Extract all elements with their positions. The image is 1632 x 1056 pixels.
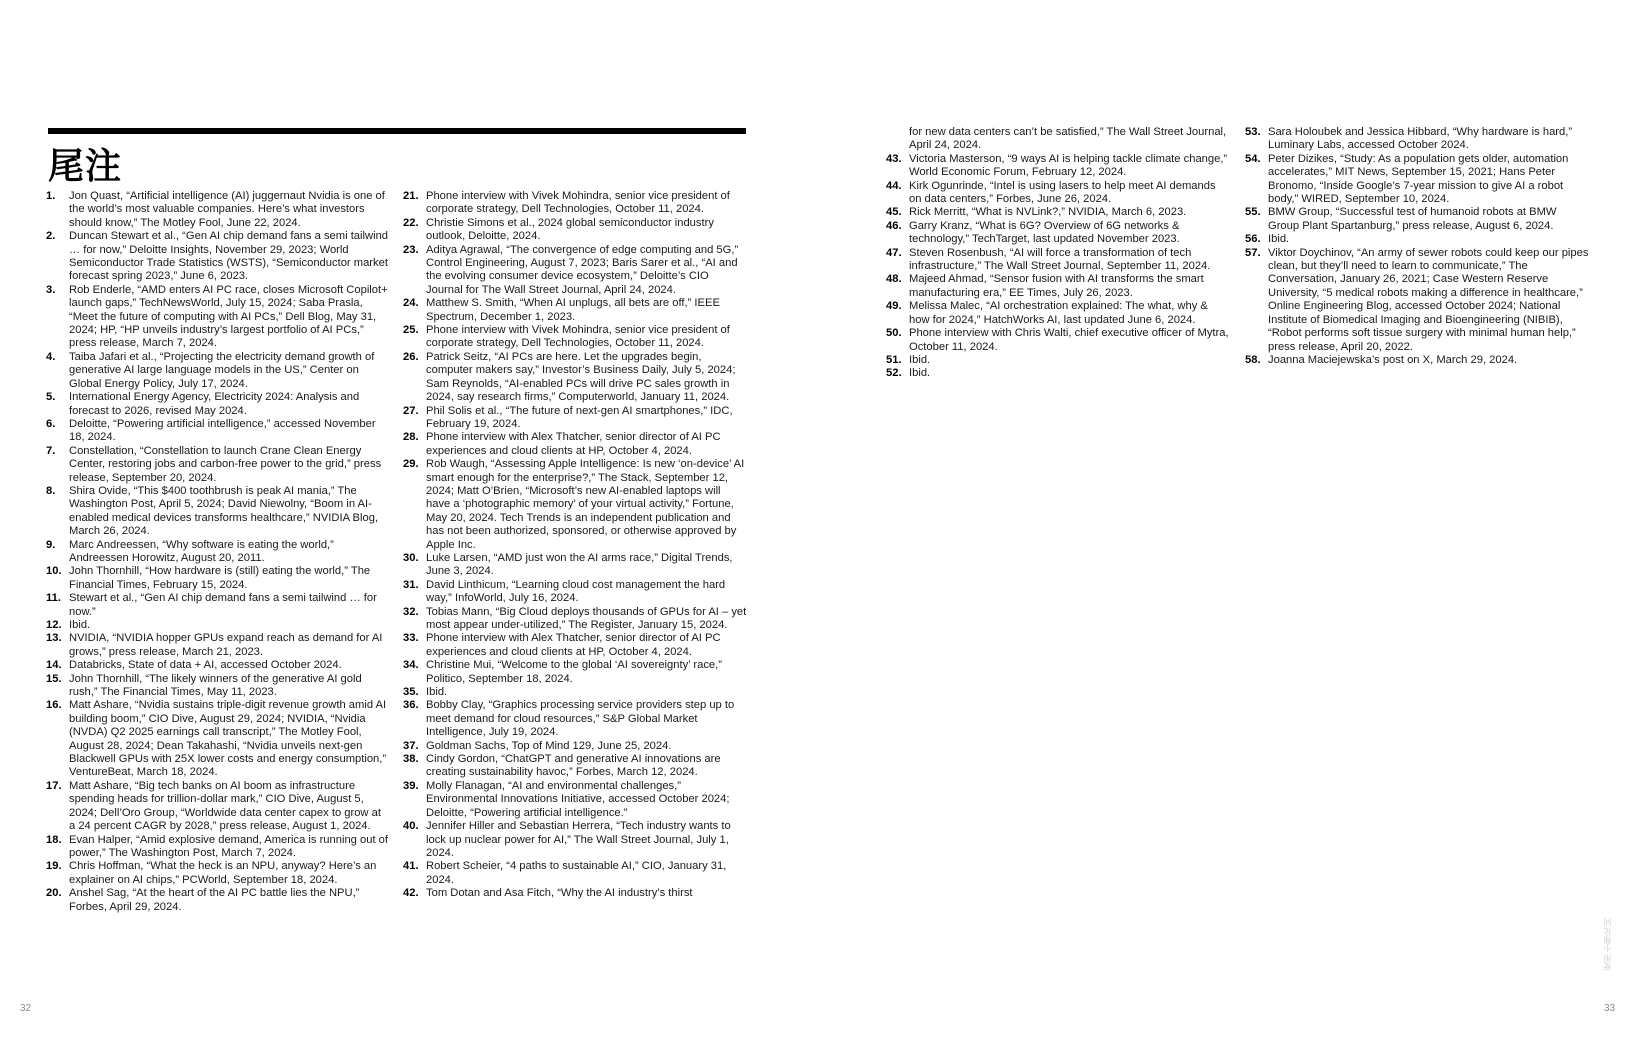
endnote-16 (46, 699, 388, 779)
endnote-text: Ibid. (69, 619, 91, 631)
watermark-text: 使用 小理论 同 (1603, 918, 1612, 971)
endnote-number: 48. (886, 273, 902, 286)
endnote-text: Aditya Agrawal, “The convergence of edge computing and 5G,” Control Engineering, August 7, 2023; Baris Sarer et al., “AI and the evolving consumer device ecosystem,” Deloitte’s CIO Journal for The Wall Street Journal, April 24, 2024. (426, 243, 739, 296)
endnote-number: 27. (403, 404, 419, 417)
endnote-number: 45. (886, 206, 902, 219)
endnote-number: 40. (403, 820, 419, 833)
endnote-number: 15. (46, 672, 62, 685)
endnote-text: Ibid. (909, 367, 931, 380)
endnote-25 (403, 324, 747, 351)
endnote-50 (886, 327, 1231, 354)
endnote-8 (46, 485, 388, 539)
endnote-number: 41. (403, 860, 419, 873)
endnote-number: 50. (886, 327, 902, 340)
endnote-text: Ibid. (426, 686, 448, 699)
endnote-number: 19. (46, 860, 62, 873)
endnote-text: Tobias Mann, “Big Cloud deploys thousands of GPUs for AI – yet most appear under-utilized,” The Register, January 15, 2024. (426, 605, 747, 631)
endnote-number: 25. (403, 324, 419, 337)
endnote-number: 2. (46, 230, 56, 243)
endnote-14 (46, 659, 388, 672)
endnote-49 (886, 300, 1231, 327)
endnote-number: 36. (403, 699, 419, 712)
endnote-number: 33. (403, 632, 419, 645)
endnote-42-continuation: for new data centers can’t be satisfied,” The Wall Street Journal, April 24, 2024. (909, 126, 1227, 152)
endnote-20 (46, 887, 388, 914)
endnote-text: Melissa Malec, “AI orchestration explained: The what, why & how for 2024,” HatchWorks AI, last updated June 6, 2024. (909, 300, 1208, 326)
endnote-text: Luke Larsen, “AMD just won the AI arms race,” Digital Trends, June 3, 2024. (426, 551, 733, 578)
endnote-text: John Thornhill, “How hardware is (still) eating the world,” The Financial Times, February 15, 2024. (69, 565, 371, 591)
endnote-number: 12. (46, 619, 62, 631)
endnote-text: International Energy Agency, Electricity 2024: Analysis and forecast to 2026, revised May 2024. (69, 391, 360, 417)
endnote-text: Jennifer Hiller and Sebastian Herrera, “Tech industry wants to lock up nuclear power for AI,” The Wall Street Journal, July 1, 2024. (426, 820, 731, 859)
endnote-text: Duncan Stewart et al., “Gen AI chip demand fans a semi tailwind … for now,” Deloitte Insights, November 29, 2023; World Semiconductor Trade Statistics (WSTS), “Semiconductor market forecast spring 2023,” June 6, 2023. (69, 230, 389, 283)
endnote-10 (46, 565, 388, 592)
endnote-text: David Linthicum, “Learning cloud cost management the hard way,” InfoWorld, July 16, 2024. (426, 578, 726, 605)
endnote-number: 21. (403, 190, 419, 202)
endnote-text: Phone interview with Vivek Mohindra, senior vice president of corporate strategy, Dell Technologies, October 11, 2024. (426, 190, 730, 216)
endnote-text: Cindy Gordon, “ChatGPT and generative AI innovations are creating sustainability havoc,” Forbes, March 12, 2024. (426, 753, 721, 779)
page-number-left: 32 (20, 1003, 32, 1014)
endnote-45 (886, 206, 1231, 219)
endnote-5 (46, 391, 388, 418)
endnote-text: Molly Flanagan, “AI and environmental challenges,” Environmental Innovations Initiative, accessed October 2024; Deloitte, “Powering artificial intelligence.” (426, 779, 730, 819)
endnote-number: 18. (46, 833, 62, 846)
endnote-17 (46, 780, 388, 834)
endnote-text: Anshel Sag, “At the heart of the AI PC battle lies the NPU,” Forbes, April 29, 2024. (69, 887, 360, 913)
page-title: 尾注 (48, 146, 123, 187)
endnote-30 (403, 552, 747, 579)
endnote-number: 5. (46, 391, 56, 404)
endnote-number: 29. (403, 458, 419, 471)
endnote-text: Jon Quast, “Artificial intelligence (AI) juggernaut Nvidia is one of the world’s most valuable companies. Here’s what investors should know,” The Motley Fool, June 22, 2024. (69, 190, 385, 229)
endnote-34 (403, 659, 747, 686)
endnote-31 (403, 579, 747, 606)
endnote-number: 24. (403, 297, 419, 310)
endnote-number: 7. (46, 444, 56, 457)
endnote-number: 26. (403, 350, 419, 363)
endnote-22 (403, 217, 747, 244)
endnote-54 (1245, 153, 1590, 207)
endnote-text: Evan Halper, “Amid explosive demand, America is running out of power,” The Washington Post, March 7, 2024. (69, 833, 389, 859)
endnote-43 (886, 153, 1231, 180)
endnotes-column-1 (46, 190, 388, 914)
page-number-right: 33 (1604, 1003, 1616, 1014)
endnote-51 (886, 354, 1231, 367)
endnote-number: 3. (46, 283, 56, 296)
endnote-52 (886, 367, 1231, 380)
endnote-41 (403, 860, 747, 887)
endnote-number: 28. (403, 431, 419, 444)
endnote-text: BMW Group, “Successful test of humanoid robots at BMW Group Plant Spartanburg,” press release, August 6, 2024. (1268, 206, 1557, 232)
endnote-text: Matthew S. Smith, “When AI unplugs, all bets are off,” IEEE Spectrum, December 1, 2023. (426, 297, 720, 323)
endnote-33 (403, 632, 747, 659)
endnote-number: 42. (403, 887, 419, 900)
endnote-number: 53. (1245, 126, 1261, 138)
endnote-text: Phil Solis et al., “The future of next-gen AI smartphones,” IDC, February 19, 2024. (426, 404, 733, 430)
title-rule (48, 128, 746, 134)
endnote-36 (403, 699, 747, 739)
endnote-27 (403, 405, 747, 432)
endnote-number: 17. (46, 779, 62, 792)
endnote-text: Sara Holoubek and Jessica Hibbard, “Why hardware is hard,” Luminary Labs, accessed October 2024. (1268, 126, 1573, 152)
endnote-number: 46. (886, 219, 902, 232)
endnote-text: Steven Rosenbush, “AI will force a transformation of tech infrastructure,” The Wall Street Journal, September 11, 2024. (909, 246, 1211, 273)
endnote-text: Christie Simons et al., 2024 global semiconductor industry outlook, Deloitte, 2024. (426, 216, 714, 243)
endnote-21 (403, 190, 747, 217)
endnote-1 (46, 190, 388, 230)
endnote-text: Phone interview with Chris Walti, chief executive officer of Mytra, October 11, 2024. (909, 327, 1229, 353)
endnote-44 (886, 180, 1231, 207)
endnote-number: 1. (46, 190, 56, 202)
endnote-number: 49. (886, 300, 902, 313)
endnote-number: 51. (886, 353, 902, 366)
endnote-number: 10. (46, 565, 62, 578)
endnote-text: Majeed Ahmad, “Sensor fusion with AI transforms the smart manufacturing era,” EE Times, July 26, 2023. (909, 273, 1204, 299)
endnote-26 (403, 351, 747, 405)
endnote-text: Garry Kranz, “What is 6G? Overview of 6G networks & technology,” TechTarget, last updated November 2023. (909, 219, 1180, 246)
endnote-number: 13. (46, 632, 62, 645)
endnote-text: Phone interview with Alex Thatcher, senior director of AI PC experiences and cloud clients at HP, October 4, 2024. (426, 632, 721, 658)
endnote-text: Ibid. (909, 353, 931, 366)
endnote-number: 57. (1245, 246, 1261, 259)
endnote-9 (46, 539, 388, 566)
endnote-number: 16. (46, 699, 62, 712)
endnote-text: Matt Ashare, “Big tech banks on AI boom as infrastructure spending heads for trillion-dollar mark,” CIO Dive, August 5, 2024; Dell’Oro Group, “Worldwide data center capex to grow at a 24 percent CAGR by 2028,” press release, August 1, 2024. (69, 779, 381, 833)
endnote-number: 31. (403, 578, 419, 591)
endnote-number: 20. (46, 887, 62, 900)
endnote-text: Victoria Masterson, “9 ways AI is helping tackle climate change,” World Economic Forum, February 12, 2024. (909, 152, 1228, 179)
endnote-number: 32. (403, 605, 419, 618)
endnote-number: 52. (886, 367, 902, 380)
endnote-number: 30. (403, 551, 419, 564)
endnote-text: Shira Ovide, “This $400 toothbrush is peak AI mania,” The Washington Post, April 5, 2024; David Niewolny, “Boom in AI-enabled medical devices transforms healthcare,” NVIDIA Blog, March 26, 2024. (69, 484, 379, 538)
endnote-number: 35. (403, 686, 419, 699)
endnote-text: Phone interview with Vivek Mohindra, senior vice president of corporate strategy, Dell Technologies, October 11, 2024. (426, 324, 730, 350)
endnote-text: NVIDIA, “NVIDIA hopper GPUs expand reach as demand for AI grows,” press release, March 21, 2023. (69, 632, 383, 658)
endnote-number: 23. (403, 243, 419, 256)
endnote-text: Christine Mui, “Welcome to the global ‘AI sovereignty’ race,” Politico, September 18, 2024. (426, 659, 722, 685)
endnote-38 (403, 753, 747, 780)
endnote-text: Robert Scheier, “4 paths to sustainable AI,” CIO, January 31, 2024. (426, 860, 727, 886)
endnote-19 (46, 860, 388, 887)
endnote-number: 9. (46, 538, 56, 551)
endnote-number: 56. (1245, 233, 1261, 246)
endnote-text: Joanna Maciejewska’s post on X, March 29, 2024. (1268, 353, 1518, 366)
endnote-15 (46, 673, 388, 700)
endnote-text: Ibid. (1268, 233, 1290, 246)
endnote-text: Matt Ashare, “Nvidia sustains triple-digit revenue growth amid AI building boom,” CIO Dive, August 29, 2024; NVIDIA, “Nvidia (NVDA) Q2 2025 earnings call transcript,” The Motley Fool, August 28, 2024; Dean Takahashi, “Nvidia unveils next-gen Blackwell GPUs with 25X lower costs and energy consumption,” VentureBeat, March 18, 2024. (69, 699, 387, 779)
endnote-2 (46, 230, 388, 284)
endnote-number: 37. (403, 739, 419, 752)
endnote-12 (46, 619, 388, 632)
endnote-number: 22. (403, 216, 419, 229)
endnote-7 (46, 445, 388, 485)
endnote-55 (1245, 206, 1590, 233)
endnote-text: Peter Dizikes, “Study: As a population gets older, automation accelerates,” MIT News, September 15, 2021; Hans Peter Bronomo, “Inside Google’s 7-year mission to give AI a robot body,” WIRED, September 10, 2024. (1268, 152, 1569, 206)
endnote-text: Phone interview with Alex Thatcher, senior director of AI PC experiences and cloud clients at HP, October 4, 2024. (426, 431, 721, 457)
endnote-number: 6. (46, 417, 56, 430)
endnote-39 (403, 780, 747, 820)
endnote-48 (886, 273, 1231, 300)
endnote-29 (403, 458, 747, 552)
endnote-text: Patrick Seitz, “AI PCs are here. Let the upgrades begin, computer makers say,” Investor’s Business Daily, July 5, 2024; Sam Reynolds, “AI-enabled PCs will drive PC sales growth in 2024, say research firms,” Computerworld, January 11, 2024. (426, 350, 736, 404)
endnote-text: Rob Waugh, “Assessing Apple Intelligence: Is new ‘on-device’ AI smart enough for the enterprise?,” The Stack, September 12, 2024; Matt O’Brien, “Microsoft’s new AI-enabled laptops will have a ‘photographic memory’ of your virtual activity,” Fortune, May 20, 2024. Tech Trends is an independent publication and has not been authorized, sponsored, or otherwise approved by Apple Inc. (426, 458, 745, 551)
endnote-37 (403, 740, 747, 753)
endnote-46 (886, 220, 1231, 247)
endnote-53 (1245, 126, 1590, 153)
endnote-text: Kirk Ogunrinde, “Intel is using lasers to help meet AI demands on data centers,” Forbes, June 26, 2024. (909, 179, 1216, 206)
endnotes-column-4 (1245, 126, 1590, 367)
endnote-number: 34. (403, 659, 419, 672)
endnote-text: Viktor Doychinov, “An army of sewer robots could keep our pipes clean, but they’ll need to learn to communicate,” The Conversation, January 26, 2021; Case Western Reserve University, “5 medical robots making a difference in healthcare,” Online Engineering Blog, accessed October 2024; National Institute of Biomedical Imaging and Bioengineering (NIBIB), “Robot performs soft tissue surgery with minimal human help,” press release, April 20, 2022. (1268, 246, 1589, 353)
endnote-number: 43. (886, 152, 902, 165)
endnote-number: 47. (886, 246, 902, 259)
endnote-13 (46, 632, 388, 659)
endnote-number: 14. (46, 659, 62, 672)
endnote-text: Rob Enderle, “AMD enters AI PC race, closes Microsoft Copilot+ launch gaps,” TechNewsWorld, July 15, 2024; Saba Prasla, “Meet the future of computing with AI PCs,” Dell Blog, May 31, 2024; HP, “HP unveils industry’s largest portfolio of AI PCs,” press release, March 7, 2024. (69, 283, 388, 350)
endnote-text: Deloitte, “Powering artificial intelligence,” accessed November 18, 2024. (69, 417, 376, 444)
endnote-28 (403, 431, 747, 458)
endnote-number: 39. (403, 779, 419, 792)
endnote-number: 11. (46, 592, 61, 605)
endnote-56 (1245, 233, 1590, 246)
endnote-text: Bobby Clay, “Graphics processing service providers step up to meet demand for cloud resources,” S&P Global Market Intelligence, July 19, 2024. (426, 699, 735, 739)
endnote-6 (46, 418, 388, 445)
endnote-24 (403, 297, 747, 324)
endnote-number: 8. (46, 484, 56, 497)
endnotes-column-3 (886, 126, 1231, 381)
endnote-number: 4. (46, 350, 56, 363)
endnote-4 (46, 351, 388, 391)
endnote-text: Goldman Sachs, Top of Mind 129, June 25, 2024. (426, 739, 672, 752)
endnote-text: John Thornhill, “The likely winners of the generative AI gold rush,” The Financial Times, May 11, 2023. (69, 672, 362, 699)
endnote-number: 44. (886, 179, 902, 192)
endnote-number: 58. (1245, 353, 1261, 366)
endnote-32 (403, 606, 747, 633)
endnote-23 (403, 244, 747, 298)
endnote-18 (46, 834, 388, 861)
endnote-text: Chris Hoffman, “What the heck is an NPU, anyway? Here’s an explainer on AI chips,” PCWorld, September 18, 2024. (69, 860, 377, 886)
endnote-text: Databricks, State of data + AI, accessed October 2024. (69, 659, 342, 672)
endnote-number: 54. (1245, 152, 1261, 165)
endnotes-column-2 (403, 190, 747, 901)
endnote-number: 55. (1245, 206, 1261, 219)
endnote-35 (403, 686, 747, 699)
endnote-57 (1245, 247, 1590, 354)
endnote-40 (403, 820, 747, 860)
endnote-text: Marc Andreessen, “Why software is eating the world,” Andreessen Horowitz, August 20, 2011. (69, 538, 334, 564)
endnote-3 (46, 284, 388, 351)
endnote-47 (886, 247, 1231, 274)
endnote-42 (403, 887, 747, 900)
endnote-text: Tom Dotan and Asa Fitch, “Why the AI industry’s thirst (426, 887, 693, 900)
endnote-text: Taiba Jafari et al., “Projecting the electricity demand growth of generative AI large language models in the US,” Center on Global Energy Policy, July 17, 2024. (69, 350, 375, 390)
endnote-text: Rick Merritt, “What is NVLink?,” NVIDIA, March 6, 2023. (909, 206, 1187, 219)
endnote-58 (1245, 354, 1590, 367)
endnote-text: Stewart et al., “Gen AI chip demand fans a semi tailwind … for now.” (69, 592, 377, 618)
endnote-number: 38. (403, 753, 419, 766)
endnote-text: Constellation, “Constellation to launch Crane Clean Energy Center, restoring jobs and carbon-free power to the grid,” press release, September 20, 2024. (69, 444, 382, 484)
endnote-11 (46, 592, 388, 619)
